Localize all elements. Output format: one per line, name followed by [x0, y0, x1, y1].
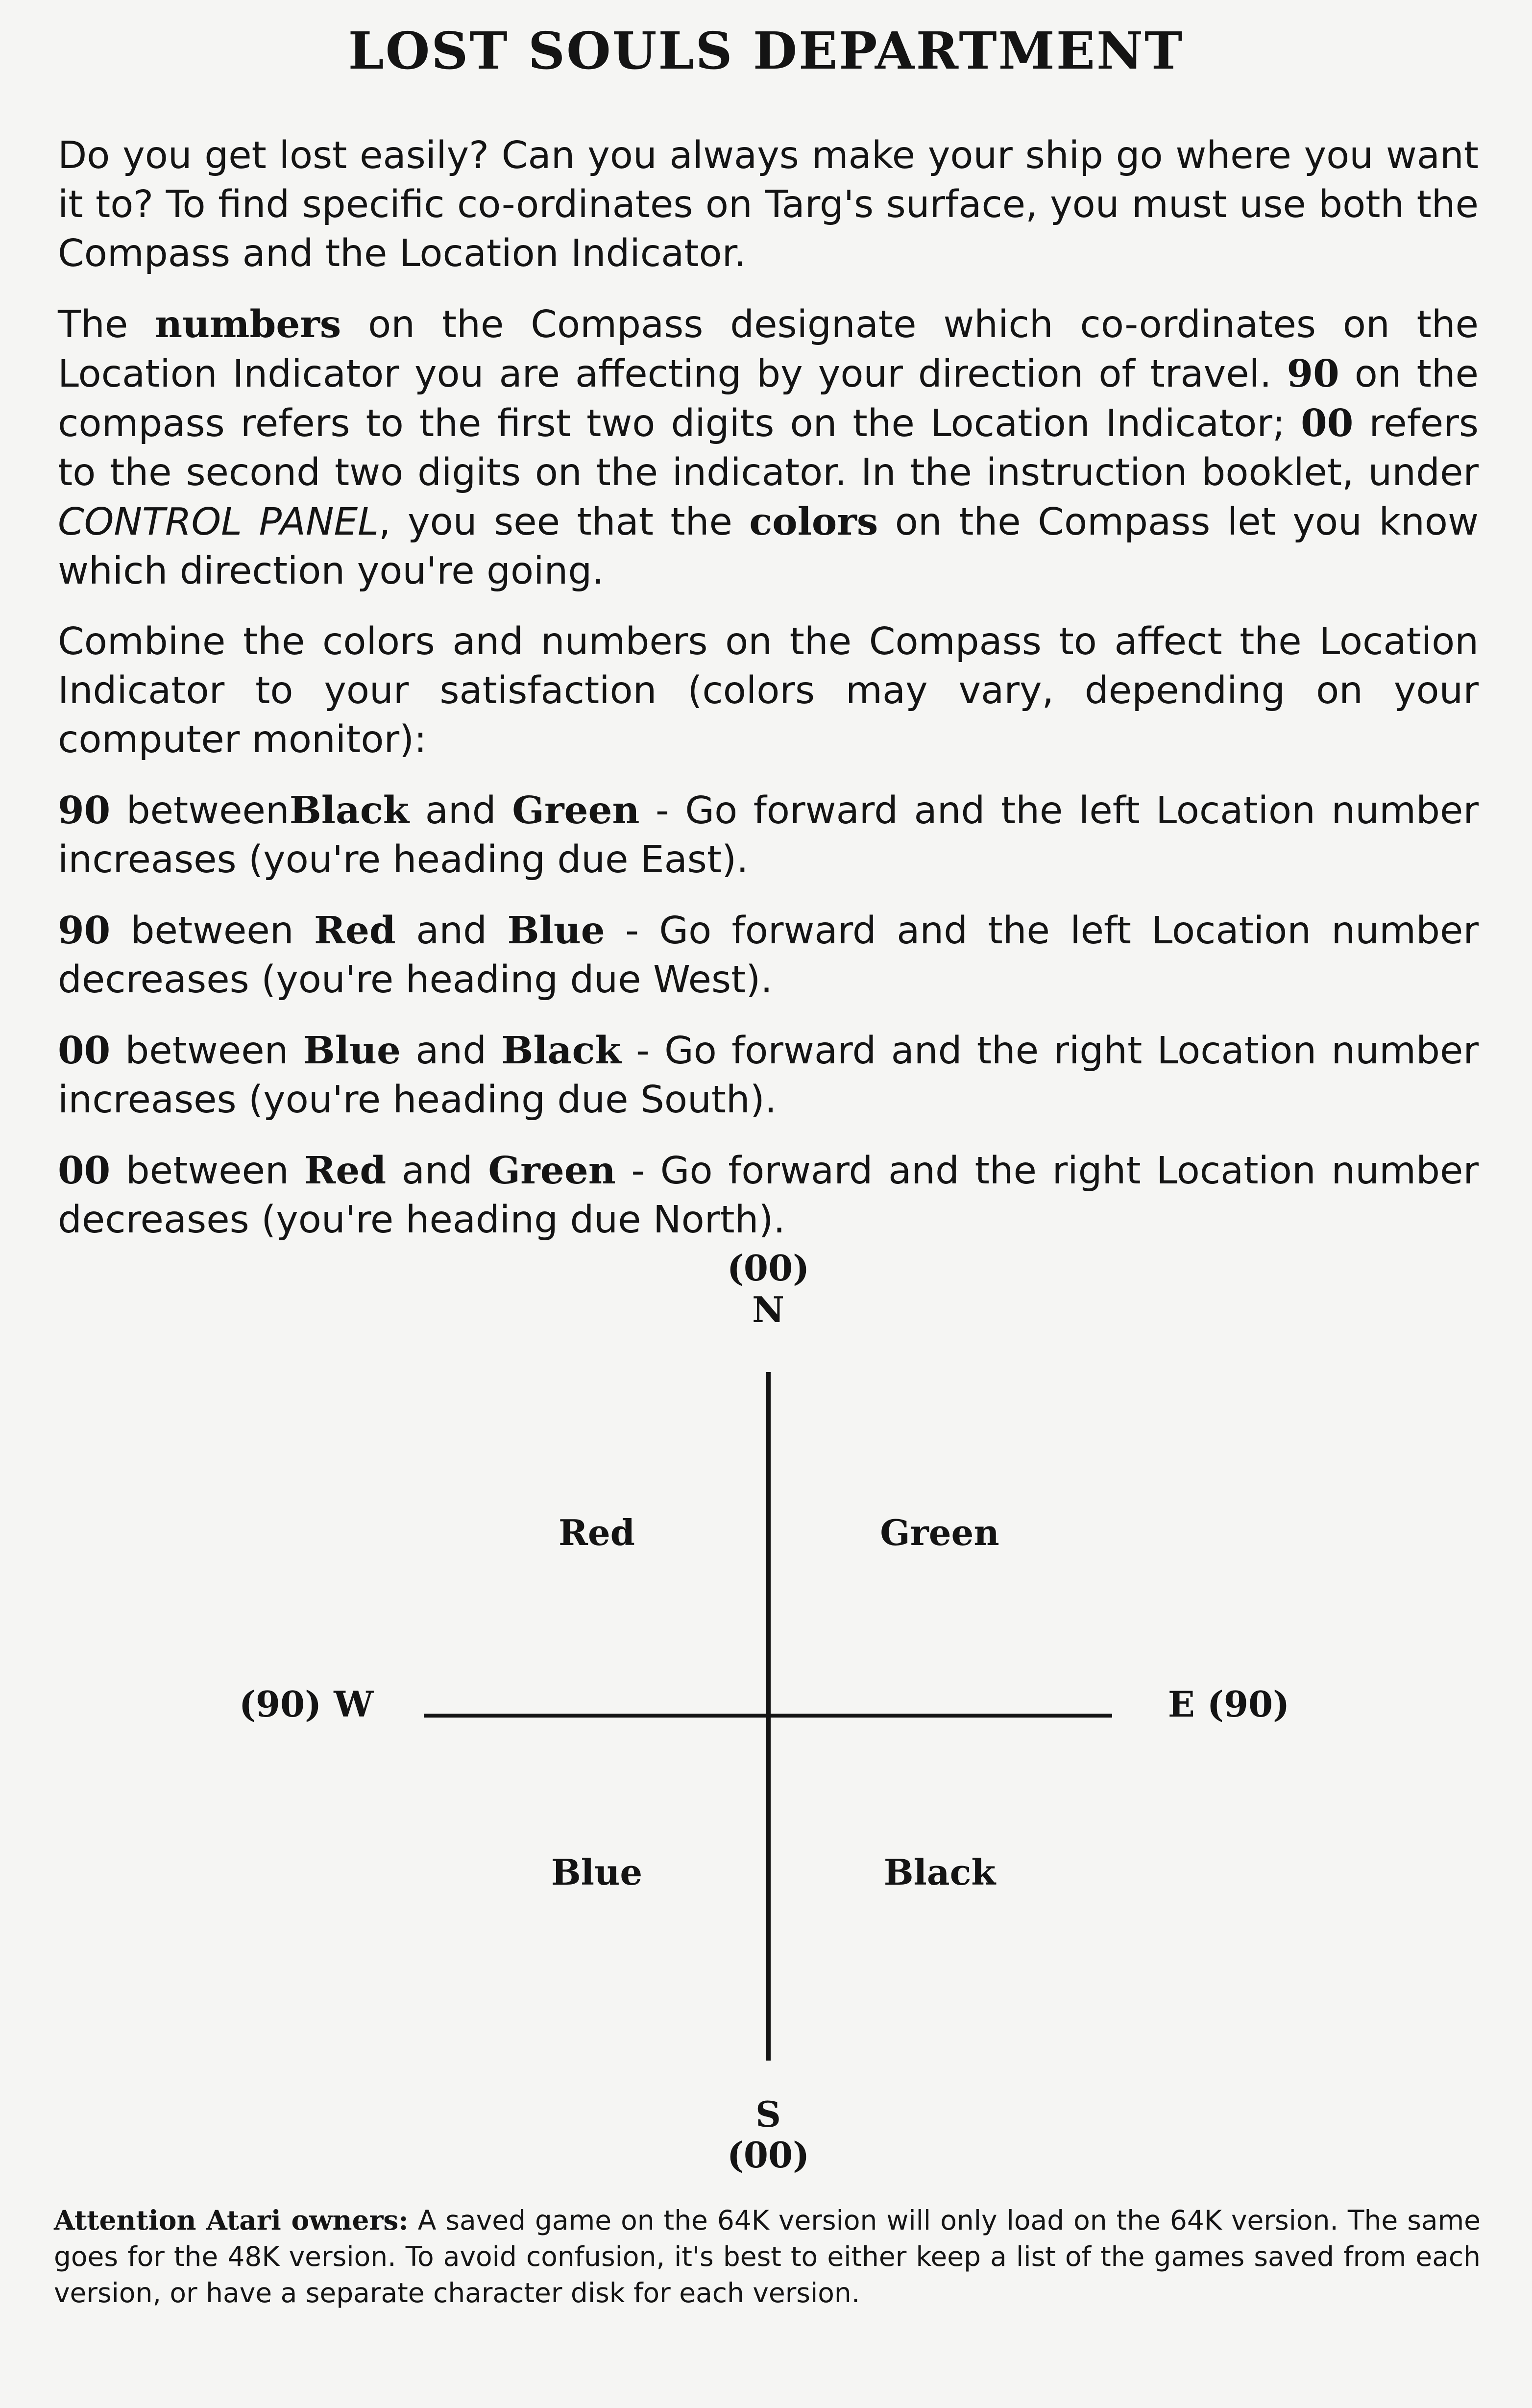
rule-text: - Go forward and the right Location number decreases (you're heading due North). — [58, 1149, 1479, 1242]
quadrant-red: Red — [559, 1512, 635, 1553]
attention-note — [54, 2202, 1481, 2311]
paragraph-combine: Combine the colors and numbers on the Compass to affect the Location Indicator to your satisfaction (colors may vary, depending on your computer monitor): — [58, 620, 1479, 762]
emphasis-control-panel: CONTROL PANEL — [58, 500, 379, 544]
rule-color-1: Red — [314, 909, 396, 953]
rule-number: 90 — [58, 788, 111, 833]
paragraph-compass-explanation — [58, 300, 1479, 596]
north-label: N — [752, 1289, 784, 1330]
page-title: LOST SOULS DEPARTMENT — [348, 21, 1184, 81]
text-segment: The — [58, 303, 155, 346]
west-label: (90) W — [239, 1683, 374, 1725]
rule-and: and — [400, 1029, 502, 1073]
rule-north — [58, 1146, 1479, 1245]
rule-text: - Go forward and the right Location number increases (you're heading due South). — [58, 1029, 1479, 1122]
paragraph-intro: Do you get lost easily? Can you always make your ship go where you want it to? To find specific co-ordinates on Targ's surface, you must use both the Compass and the Location Indicator. — [58, 134, 1479, 275]
south-label: S — [755, 2093, 781, 2135]
rule-color-1: Blue — [303, 1029, 401, 1073]
rule-between: between — [110, 1149, 305, 1193]
rule-color-2: Black — [501, 1029, 621, 1073]
rule-west — [58, 906, 1479, 1005]
body-text — [58, 131, 1479, 1266]
attention-lead: Attention Atari owners: — [54, 2204, 409, 2236]
rule-text: - Go forward and the left Location number increases (you're heading due East). — [58, 789, 1479, 882]
text-segment: , you see that the — [379, 500, 750, 544]
rule-between: between — [110, 789, 290, 833]
rule-number: 00 — [58, 1149, 111, 1193]
rule-color-2: Blue — [507, 909, 605, 953]
compass-vertical-axis — [766, 1372, 771, 2061]
rule-text: - Go forward and the left Location number decreases (you're heading due West). — [58, 909, 1479, 1002]
compass-horizontal-axis — [424, 1714, 1112, 1718]
quadrant-green: Green — [880, 1512, 999, 1553]
rule-color-1: Black — [289, 788, 410, 833]
rule-number: 90 — [58, 909, 111, 953]
text-segment: on the compass refers to the first two digits on the Location Indicator; — [58, 352, 1479, 445]
quadrant-black: Black — [883, 1851, 996, 1893]
rule-and: and — [395, 909, 508, 953]
emphasis-colors: colors — [749, 500, 878, 544]
rule-east — [58, 786, 1479, 885]
south-code-label: (00) — [727, 2134, 810, 2176]
rule-and: and — [409, 789, 512, 833]
rule-and: and — [386, 1149, 488, 1193]
rule-color-2: Green — [512, 788, 640, 833]
quadrant-blue: Blue — [551, 1851, 643, 1893]
text-segment: on the Compass let you know which direction you're going. — [58, 500, 1479, 593]
text-segment: on the Compass designate which co-ordinates on the Location Indicator you are affecting by your direction of travel. — [58, 303, 1479, 396]
north-code-label: (00) — [727, 1247, 810, 1289]
rule-between: between — [110, 909, 314, 953]
emphasis-numbers: numbers — [155, 302, 341, 346]
rule-color-1: Red — [304, 1149, 387, 1193]
rule-color-2: Green — [488, 1149, 616, 1193]
text-segment: refers to the second two digits on the indicator. In the instruction booklet, under — [58, 402, 1479, 494]
rule-south — [58, 1026, 1479, 1125]
east-label: E (90) — [1167, 1683, 1290, 1725]
rule-between: between — [110, 1029, 303, 1073]
rule-number: 00 — [58, 1029, 111, 1073]
attention-text: A saved game on the 64K version will only load on the 64K version. The same goes for the 48K version. To avoid confusion, it's best to either keep a list of the games saved from each version, or have a separate character disk for each version. — [54, 2205, 1481, 2309]
emphasis-90: 90 — [1287, 352, 1339, 396]
emphasis-00: 00 — [1301, 401, 1354, 445]
